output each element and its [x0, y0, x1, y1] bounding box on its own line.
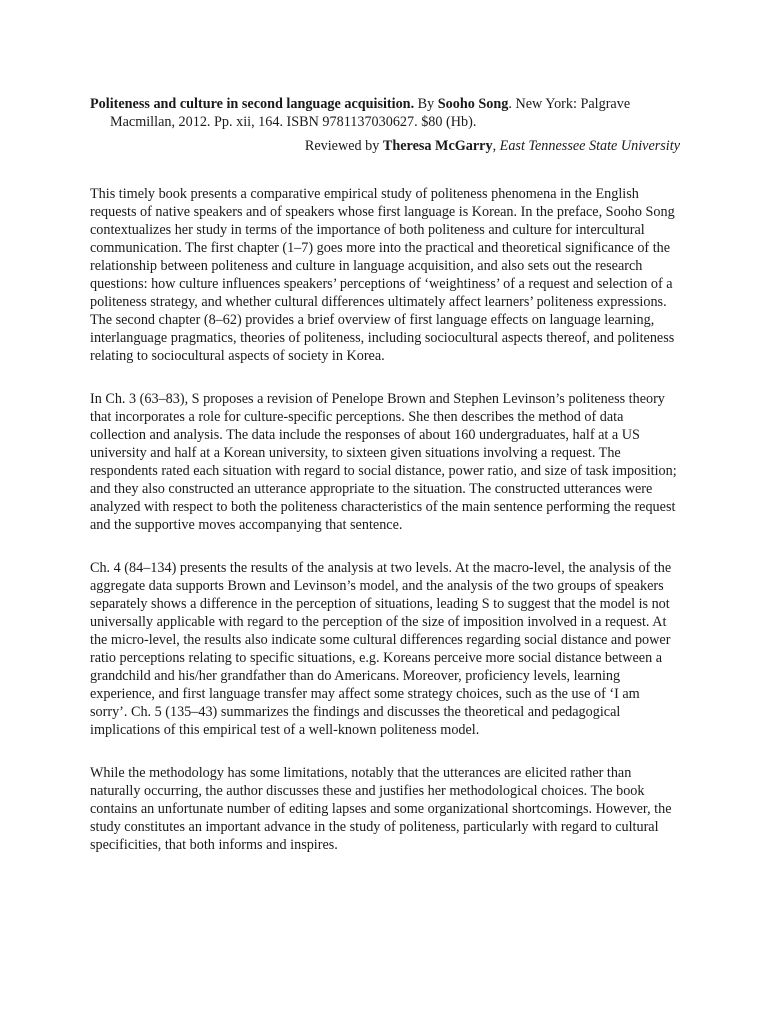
review-paragraph: In Ch. 3 (63–83), S proposes a revision of Penelope Brown and Stephen Levinson’s politeness theory that incorporates a role for culture-specific perceptions. She then describes the method of data collection and analysis. The data include the responses of about 160 undergraduates, half at a US university and half at a Korean university, to sixteen given situations involving a request. The respondents rated each situation with regard to social distance, power ratio, and size of task imposition; and they also constructed an utterance appropriate to the situation. The constructed utterances were analyzed with respect to both the politeness characteristics of the main sentence performing the request and the supportive moves accompanying that sentence.: [90, 391, 677, 533]
review-paragraph: While the methodology has some limitations, notably that the utterances are elicited rather than naturally occurring, the author discusses these and justifies her methodological choices. The book contains an unfortunate number of editing lapses and some organizational shortcomings. However, the study constitutes an important advance in the study of politeness, particularly with regard to cultural specificities, that both informs and inspires.: [90, 765, 672, 853]
reviewer-line: [90, 137, 680, 155]
review-paragraph: Ch. 4 (84–134) presents the results of the analysis at two levels. At the macro-level, the analysis of the aggregate data supports Brown and Levinson’s model, and the analysis of the two groups of speakers separately shows a difference in the perception of situations, leading S to suggest that the model is not universally applicable with regard to the perception of the size of imposition involved in a request. At the micro-level, the results also indicate some cultural differences regarding social distance and power ratio perceptions relating to specific situations, e.g. Koreans perceive more social distance between a grandchild and his/her grandfather than do Americans. Moreover, proficiency levels, learning experience, and first language transfer may affect some strategy choices, such as the use of ‘I am sorry’. Ch. 5 (135–43) summarizes the findings and discusses the theoretical and pedagogical implications of this empirical test of a well-known politeness model.: [90, 560, 672, 738]
review-page: [90, 95, 680, 854]
by-label: By: [414, 96, 438, 112]
reviewed-by-label: Reviewed by: [304, 138, 383, 154]
book-author: Sooho Song: [437, 96, 509, 112]
book-citation: [90, 95, 680, 131]
reviewer-name: Theresa McGarry: [382, 138, 493, 154]
publication-details: . New York: Palgrave Macmillan, 2012. Pp. xii, 164. ISBN 9781137030627. $80 (Hb).: [110, 96, 631, 130]
reviewer-affiliation: East Tennessee State University: [499, 138, 680, 154]
review-paragraph: This timely book presents a comparative empirical study of politeness phenomena in the English requests of native speakers and of speakers whose first language is Korean. In the preface, Sooho Song contextualizes her study in terms of the importance of both politeness and culture for intercultural communication. The first chapter (1–7) goes more into the practical and theoretical significance of the relationship between politeness and culture in language acquisition, and also sets out the research questions: how culture influences speakers’ perceptions of ‘weightiness’ of a request and selection of a politeness strategy, and whether cultural differences ultimately affect learners’ politeness expressions. The second chapter (8–62) provides a brief overview of first language effects on language learning, interlanguage pragmatics, theories of politeness, including sociocultural aspects thereof, and politeness relating to sociocultural aspects of society in Korea.: [90, 186, 675, 364]
reviewer-separator: ,: [492, 138, 500, 154]
book-title: Politeness and culture in second language acquisition.: [90, 96, 415, 112]
